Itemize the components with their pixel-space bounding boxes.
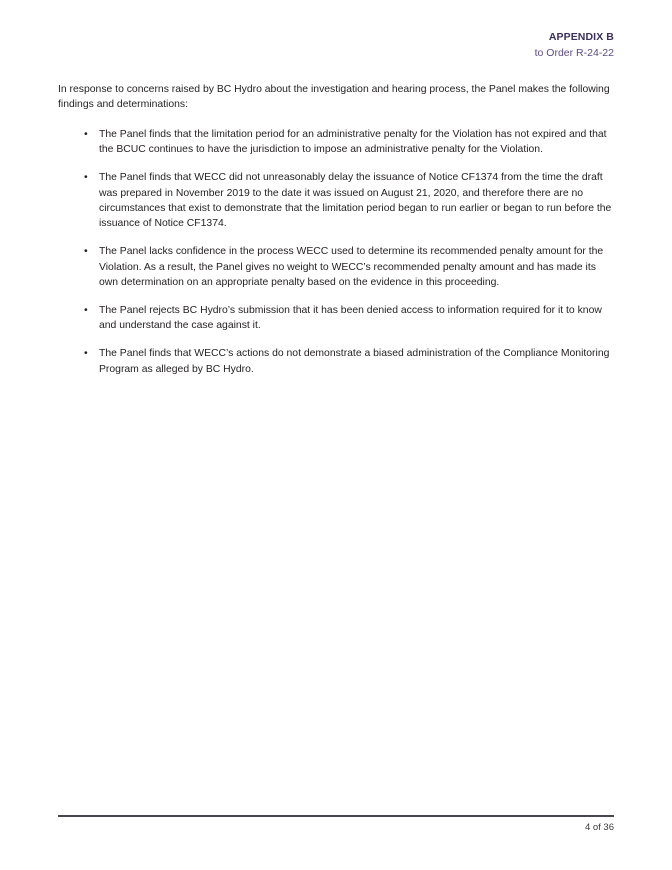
list-item [58, 303, 614, 334]
bullet-icon: • [84, 246, 88, 258]
list-item-text: The Panel finds that WECC did not unreasonably delay the issuance of Notice CF1374 from the time the draft was prepared in November 2019 to the date it was issued on August 21, 2020, and therefore there are no circumstances that exist to demonstrate that the limitation period began to run earlier or began to run before the issuance of Notice CF1374. [99, 172, 612, 230]
list-item-text: The Panel lacks confidence in the process WECC used to determine its recommended penalty amount for the Violation. As a result, the Panel gives no weight to WECC’s recommended penalty amount and has made its own determination on an appropriate penalty based on the evidence in this proceeding. [99, 246, 604, 289]
footer-divider [58, 815, 614, 817]
list-item-text: The Panel rejects BC Hydro’s submission that it has been denied access to information required for it to know and understand the case against it. [99, 304, 602, 332]
bullet-icon: • [84, 128, 88, 140]
appendix-label: APPENDIX B [548, 31, 614, 43]
page-header [535, 31, 614, 61]
list-item [58, 244, 614, 290]
list-item-text: The Panel finds that the limitation period for an administrative penalty for the Violation has not expired and that the BCUC continues to have the jurisdiction to impose an administrative penalty for the Violation. [99, 128, 607, 156]
findings-list [58, 127, 614, 377]
bullet-icon: • [84, 172, 88, 184]
document-body [58, 82, 614, 377]
page-footer [58, 815, 614, 834]
page-number: 4 of 36 [584, 821, 614, 833]
list-item [58, 170, 614, 232]
list-item-text: The Panel finds that WECC’s actions do not demonstrate a biased administration of the Compliance Monitoring Program as alleged by BC Hydro. [99, 348, 610, 375]
intro-paragraph: In response to concerns raised by BC Hydro about the investigation and hearing process, the Panel makes the following findings and determinations: [58, 84, 610, 111]
list-item [58, 346, 614, 377]
bullet-icon: • [84, 304, 88, 316]
list-item [58, 127, 614, 158]
bullet-icon: • [84, 348, 88, 360]
order-reference-label: to Order R-24-22 [534, 47, 614, 60]
